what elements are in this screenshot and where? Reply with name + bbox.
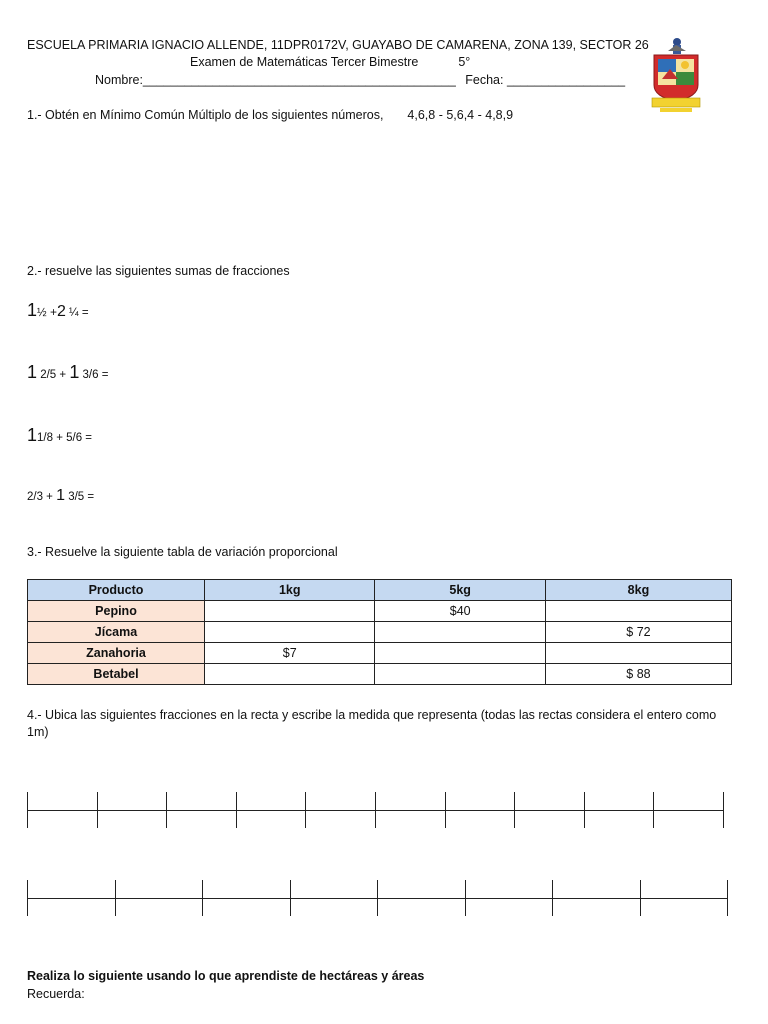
answer-cell[interactable] [375, 664, 545, 685]
answer-cell[interactable] [545, 601, 731, 622]
number-line-tick [465, 880, 466, 916]
date-field-label: Fecha: _________________ [465, 73, 626, 87]
number-line-tick [115, 880, 116, 916]
number-line-tick [584, 792, 585, 828]
question-1-numbers: 4,6,8 - 5,6,4 - 4,8,9 [407, 108, 514, 122]
answer-cell[interactable] [205, 622, 375, 643]
product-cell: Jícama [28, 622, 205, 643]
answer-cell[interactable]: $7 [205, 643, 375, 664]
fraction-part: ¼ = [65, 307, 89, 319]
number-line-tick [514, 792, 515, 828]
section-5-title: Realiza lo siguiente usando lo que aprendiste de hectáreas y áreas [27, 969, 425, 983]
grade-label: 5° [458, 55, 471, 69]
number-line-tick [290, 880, 291, 916]
column-header: 5kg [375, 580, 545, 601]
answer-cell[interactable]: $ 72 [545, 622, 731, 643]
answer-cell[interactable] [375, 643, 545, 664]
whole-number: 1 [56, 487, 65, 504]
fraction-sum-3 [27, 425, 92, 446]
answer-cell[interactable] [205, 601, 375, 622]
table-header-row [28, 580, 732, 601]
table-row [28, 643, 732, 664]
column-header: Producto [28, 580, 205, 601]
number-line-tick [377, 880, 378, 916]
fraction-part: 3/6 = [79, 369, 109, 381]
number-line-tick [653, 792, 654, 828]
proportional-table [27, 579, 732, 685]
name-field-label: Nombre:_____________________________________________ [95, 73, 456, 87]
question-4-text: 4.- Ubica las siguientes fracciones en la recta y escribe la medida que representa (todas las rectas considera el entero como 1m) [27, 708, 717, 739]
number-line-tick [552, 880, 553, 916]
question-2-text: 2.- resuelve las siguientes sumas de fracciones [27, 264, 290, 278]
question-3-text: 3.- Resuelve la siguiente tabla de variación proporcional [27, 545, 338, 559]
fraction-sum-2 [27, 362, 108, 383]
number-line-tick [27, 792, 28, 828]
fraction-part: ½ [37, 307, 47, 319]
student-fields [95, 73, 625, 87]
number-line-tick [97, 792, 98, 828]
whole-number: 1 [27, 300, 38, 320]
number-line-tick [640, 880, 641, 916]
column-header: 1kg [205, 580, 375, 601]
fraction-sum-4 [27, 487, 94, 505]
answer-cell[interactable]: $40 [375, 601, 545, 622]
number-line-tick [375, 792, 376, 828]
number-line-tick [727, 880, 728, 916]
school-logo [650, 35, 702, 113]
fraction-part: 3/5 = [65, 491, 95, 503]
whole-number: 1 [69, 362, 80, 382]
school-header: ESCUELA PRIMARIA IGNACIO ALLENDE, 11DPR0172V, GUAYABO DE CAMARENA, ZONA 139, SECTOR 26 [27, 38, 649, 52]
question-1-text: 1.- Obtén en Mínimo Común Múltiplo de los siguientes números, [27, 108, 384, 122]
column-header: 8kg [545, 580, 731, 601]
plus-sign: + [46, 305, 57, 319]
number-line-tick [202, 880, 203, 916]
number-line-tick [236, 792, 237, 828]
fraction-sum-1 [27, 300, 89, 321]
number-line-tick [27, 880, 28, 916]
exam-title [190, 55, 470, 69]
whole-number: 2 [56, 303, 66, 320]
product-cell: Pepino [28, 601, 205, 622]
whole-number: 1 [27, 425, 38, 445]
fraction-part: 1/8 + 5/6 = [37, 432, 93, 444]
number-line-2[interactable] [27, 880, 728, 916]
fraction-part: 2/3 + [27, 491, 57, 503]
answer-cell[interactable] [375, 622, 545, 643]
exam-name: Examen de Matemáticas Tercer Bimestre [190, 55, 419, 69]
table-row [28, 622, 732, 643]
recuerda-label: Recuerda: [27, 987, 85, 1001]
fraction-part: 2/5 + [37, 369, 70, 381]
number-line-tick [166, 792, 167, 828]
answer-cell[interactable] [205, 664, 375, 685]
number-line-tick [305, 792, 306, 828]
whole-number: 1 [27, 362, 38, 382]
number-line-1[interactable] [27, 792, 724, 828]
number-line-tick [723, 792, 724, 828]
table-row [28, 664, 732, 685]
answer-cell[interactable]: $ 88 [545, 664, 731, 685]
product-cell: Zanahoria [28, 643, 205, 664]
product-cell: Betabel [28, 664, 205, 685]
answer-cell[interactable] [545, 643, 731, 664]
question-1 [27, 108, 513, 122]
number-line-tick [445, 792, 446, 828]
table-row [28, 601, 732, 622]
